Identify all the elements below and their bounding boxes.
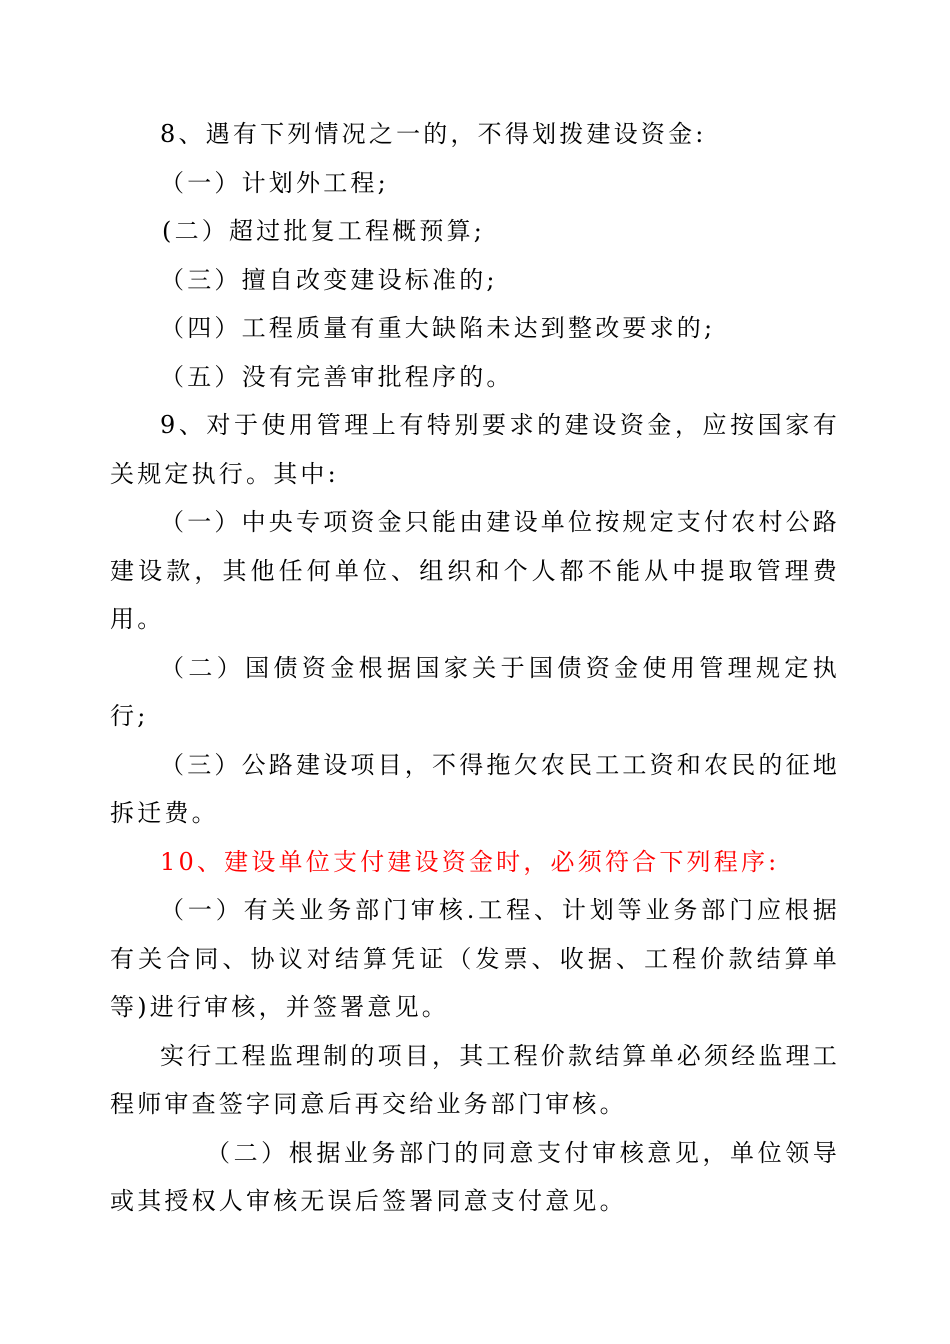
clause-9-item-3: （三）公路建设项目，不得拖欠农民工工资和农民的征地拆迁费。 [110,750,840,827]
clause-10-item-1: （一）有关业务部门审核.工程、计划等业务部门应根据有关合同、协议对结算凭证（发票、收据、工程价款结算单等)进行审核，并签署意见。 [110,896,840,1021]
clause-8-heading: 8、遇有下列情况之一的，不得划拨建设资金: [160,120,707,148]
clause-9-item-1: （一）中央专项资金只能由建设单位按规定支付农村公路建设款，其他任何单位、组织和个人都不能从中提取管理费用。 [110,508,840,633]
clause-8-item-5: （五）没有完善审批程序的。 [160,362,514,391]
clause-10-supervision-note: 实行工程监理制的项目，其工程价款结算单必须经监理工程师审查签字同意后再交给业务部门审核。 [110,1041,840,1118]
clause-8-item-4: （四）工程质量有重大缺陷未达到整改要求的; [160,314,716,342]
document-page [110,110,840,1226]
clause-9-heading: 9、对于使用管理上有特别要求的建设资金，应按国家有关规定执行。其中: [110,411,840,488]
clause-9-item-2: （二）国债资金根据国家关于国债资金使用管理规定执行; [110,653,840,730]
clause-8-item-3: （三）擅自改变建设标准的; [160,265,498,294]
clause-8-item-1: （一）计划外工程; [160,168,389,197]
clause-10-item-2: （二）根据业务部门的同意支付审核意见，单位领导或其授权人审核无误后签署同意支付意见。 [110,1138,840,1215]
clause-10-heading: 10、建设单位支付建设资金时，必须符合下列程序: [160,847,780,876]
clause-8-item-2: (二）超过批复工程概预算; [162,217,486,245]
